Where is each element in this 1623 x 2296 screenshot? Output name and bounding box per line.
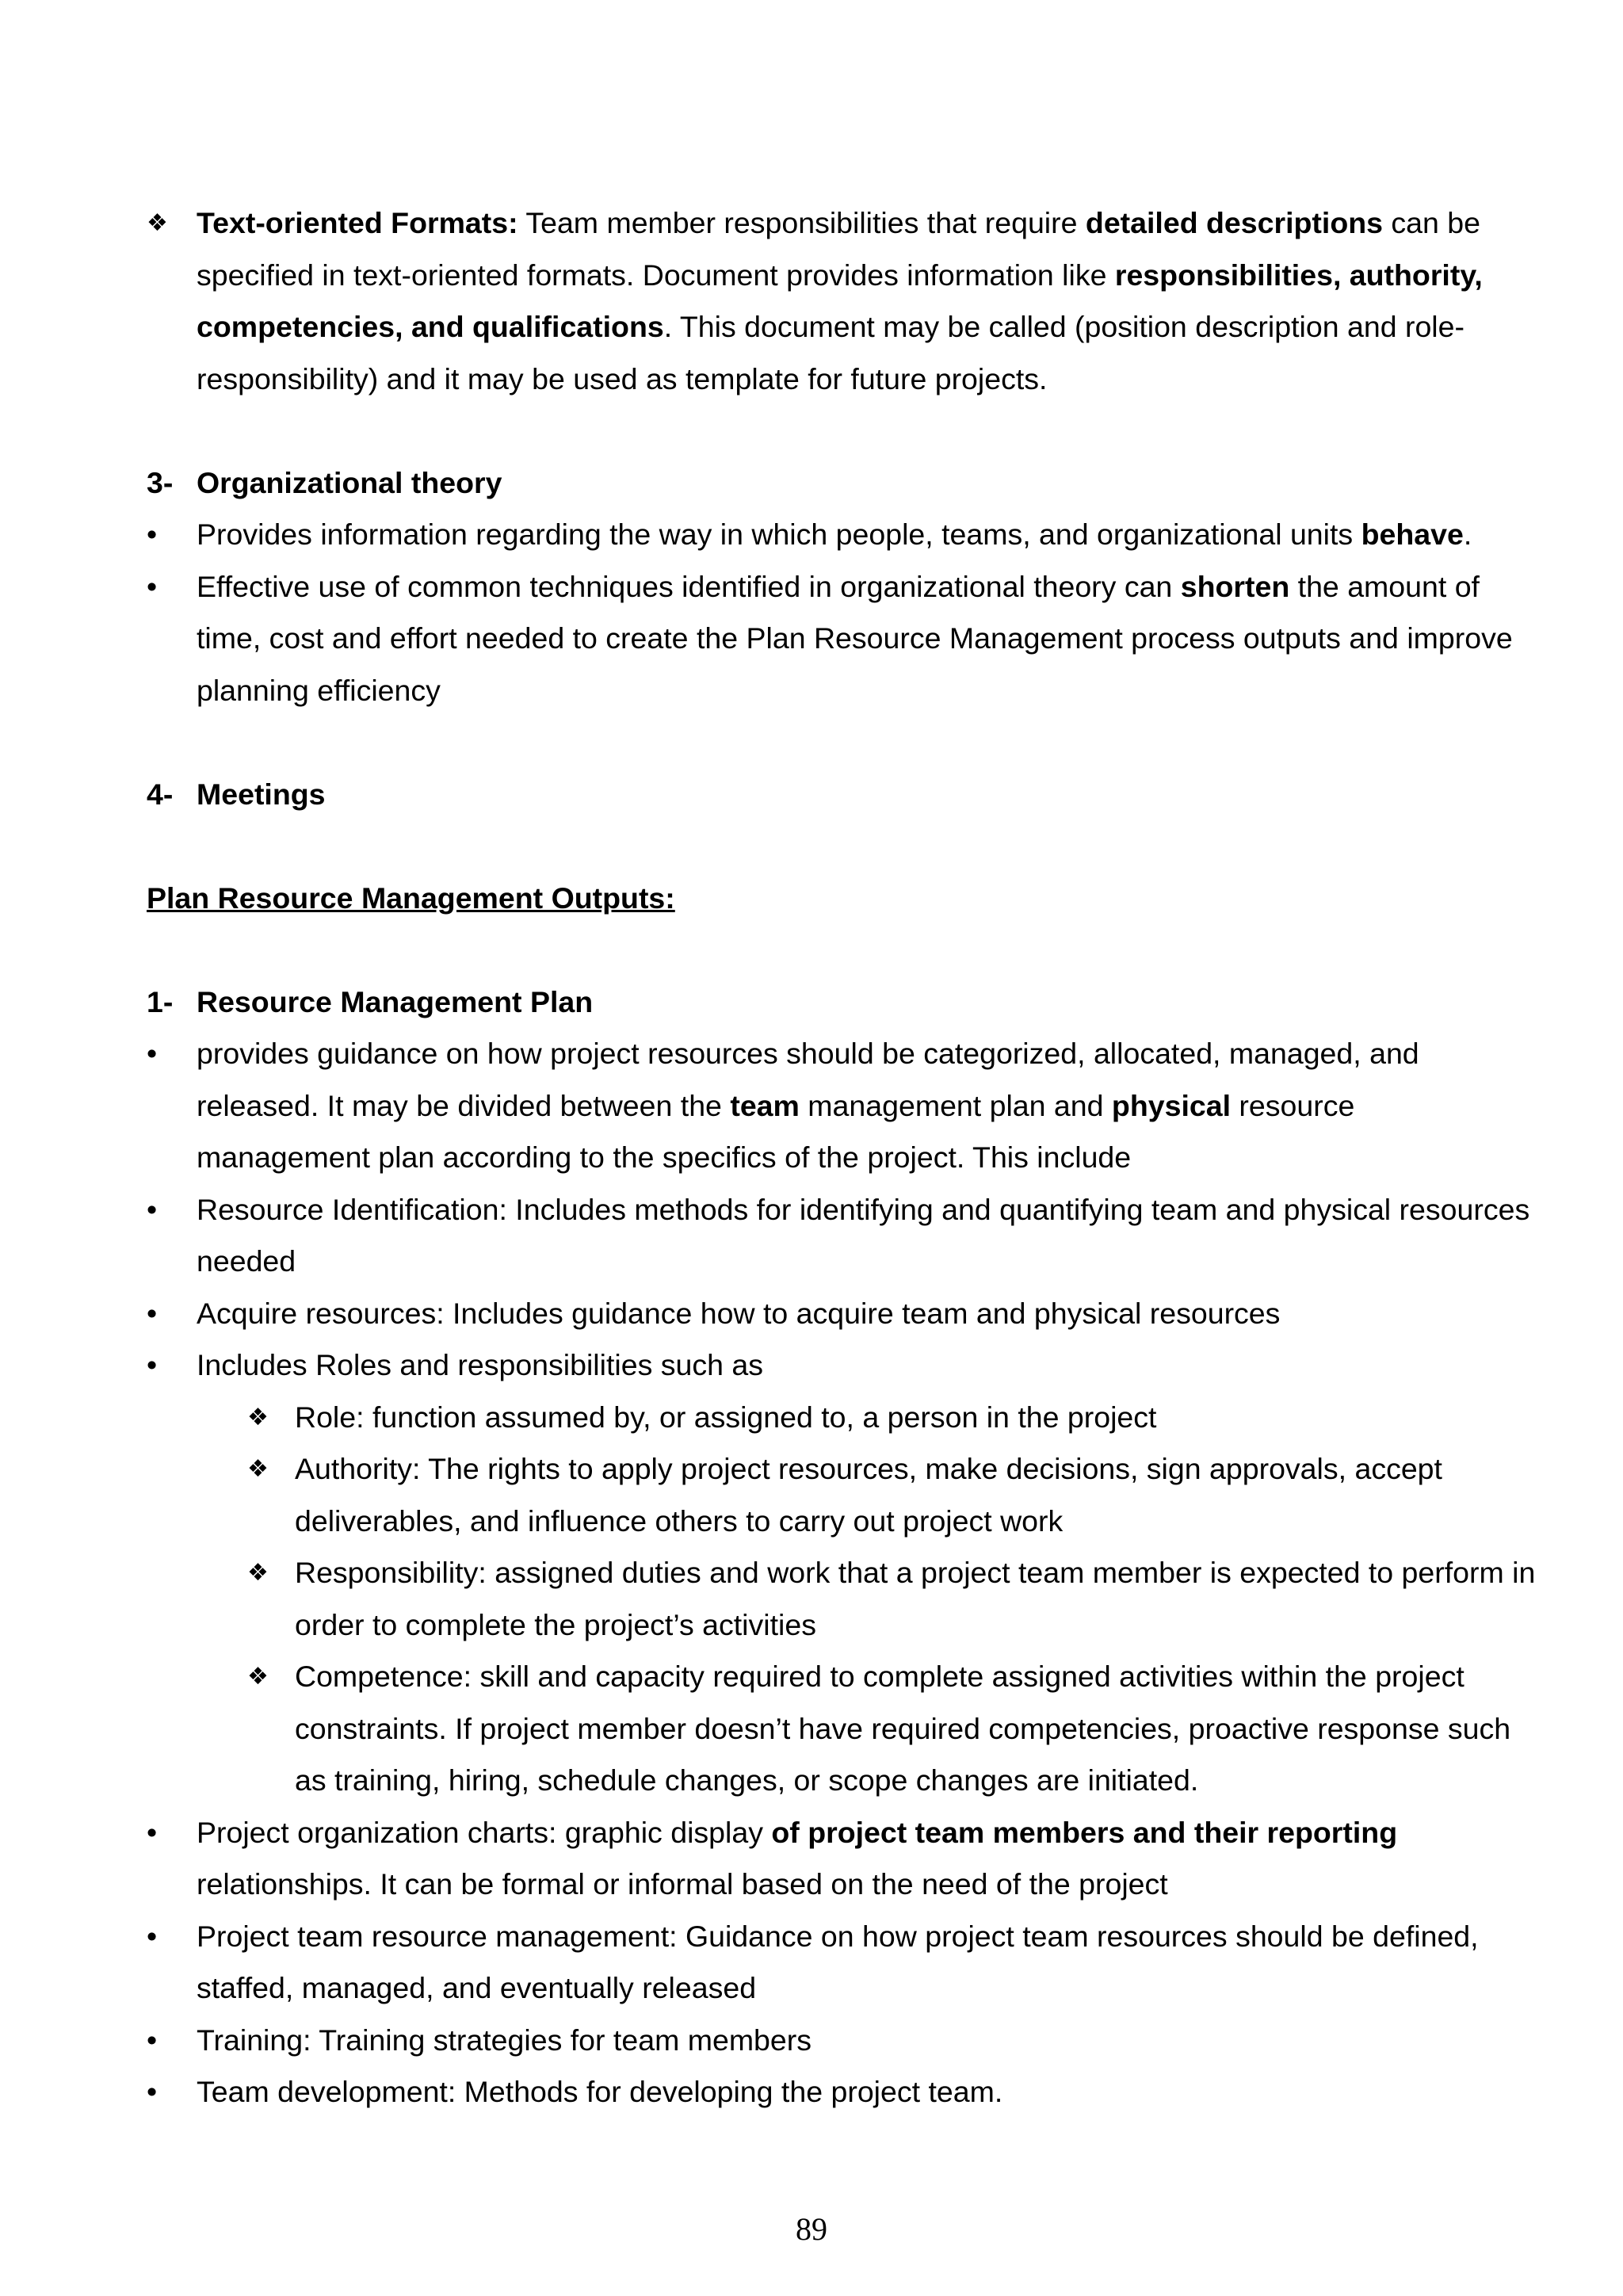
diamond-bullet-icon: ❖ — [247, 1456, 269, 1482]
page-number: 89 — [796, 2211, 827, 2247]
list-item: • Includes Roles and responsibilities such as — [147, 1339, 1536, 1392]
bullet-icon: • — [147, 518, 158, 551]
diamond-bullet-icon: ❖ — [147, 210, 168, 236]
diamond-bullet-icon: ❖ — [247, 1404, 269, 1431]
bullet-icon: • — [147, 1919, 158, 1953]
bullet-icon: • — [147, 2075, 158, 2108]
list-item: • Effective use of common techniques identified in organizational theory can shorten the amount of time, cost and effort needed to create the Plan Resource Management process outputs and improve planning efficiency — [147, 561, 1536, 717]
bullet-icon: • — [147, 1037, 158, 1070]
list-item: • Training: Training strategies for team members — [147, 2015, 1536, 2067]
sub-list-item: ❖ Competence: skill and capacity required to complete assigned activities within the project constraints. If project member doesn’t have required competencies, proactive response such as training, hiring, schedule changes, or scope changes are initiated. — [147, 1651, 1536, 1807]
sub-list-item: ❖ Authority: The rights to apply project resources, make decisions, sign approvals, accept deliverables, and influence others to carry out project work — [147, 1443, 1536, 1547]
list-item: • Project organization charts: graphic display of project team members and their reporting relationships. It can be formal or informal based on the need of the project — [147, 1807, 1536, 1911]
section-title: Plan Resource Management Outputs: — [147, 881, 675, 915]
list-item: • Acquire resources: Includes guidance how to acquire team and physical resources — [147, 1288, 1536, 1340]
sub-list-item: ❖ Role: function assumed by, or assigned to, a person in the project — [147, 1392, 1536, 1444]
heading-meetings: 4- Meetings — [147, 777, 326, 811]
bullet-icon: • — [147, 2023, 158, 2057]
bullet-icon: • — [147, 1296, 158, 1330]
list-item: • Resource Identification: Includes methods for identifying and quantifying team and physical resources needed — [147, 1184, 1536, 1288]
diamond-bullet-icon: ❖ — [247, 1560, 269, 1586]
heading-resource-management-plan: 1- Resource Management Plan — [147, 984, 594, 1018]
list-item: • Team development: Methods for developing the project team. — [147, 2066, 1536, 2118]
list-item: • provides guidance on how project resources should be categorized, allocated, managed, and released. It may be divided between the team management plan and physical resource management plan according to the specifics of the project. This include — [147, 1028, 1536, 1184]
diamond-bullet-icon: ❖ — [247, 1664, 269, 1690]
sub-list-item: ❖ Responsibility: assigned duties and work that a project team member is expected to perform in order to complete the project’s activities — [147, 1547, 1536, 1651]
bullet-icon: • — [147, 569, 158, 603]
bullet-icon: • — [147, 1192, 158, 1226]
list-item: • Project team resource management: Guidance on how project team resources should be defined, staffed, managed, and eventually released — [147, 1911, 1536, 2015]
text-oriented-formats-item: ❖ Text-oriented Formats: Team member responsibilities that require detailed descriptions can be specified in text-oriented formats. Document provides information like responsibilities, authority, competencies, and qualifications. This document may be called (position description and role-responsibility) and it may be used as template for future projects. — [147, 197, 1536, 405]
bullet-icon: • — [147, 1815, 158, 1849]
heading-organizational-theory: 3- Organizational theory — [147, 465, 502, 499]
list-item: • Provides information regarding the way in which people, teams, and organizational units behave. — [147, 509, 1536, 561]
bullet-icon: • — [147, 1348, 158, 1381]
